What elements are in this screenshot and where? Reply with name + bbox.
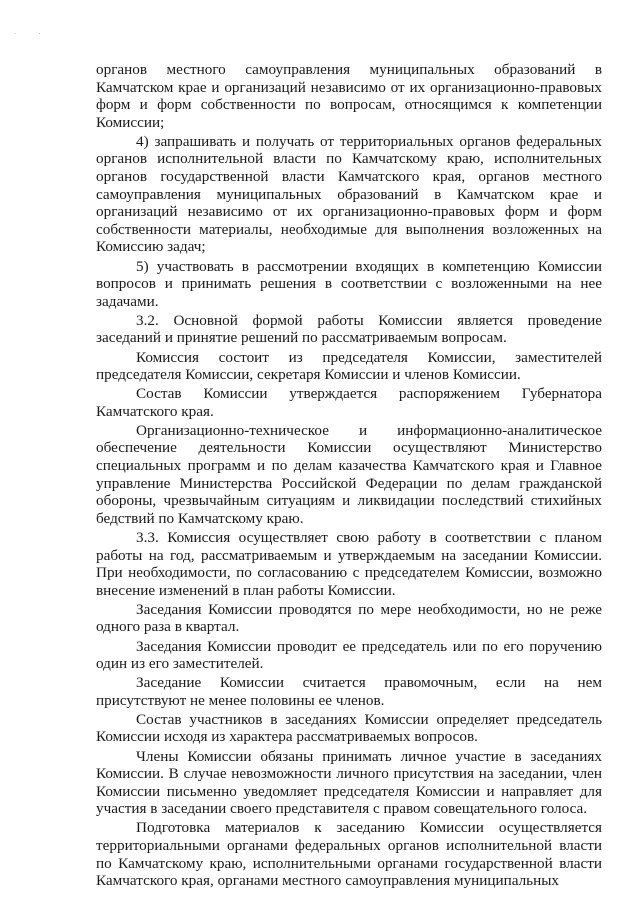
paragraph-item-4: 4) запрашивать и получать от территориальных органов федеральных органов исполнительной власти по Камчатскому краю, исполнительных органов государственной власти Камчатского края, органов местного самоуправления муниципальных образований в Камчатском крае и организаций независимо от их организационно-правовых форм и форм собственности материалы, необходимые для выполнения возложенных на Комиссию задач;	[96, 132, 602, 256]
paragraph-approval: Состав Комиссии утверждается распоряжением Губернатора Камчатского края.	[96, 385, 602, 420]
paragraph-quorum: Заседание Комиссии считается правомочным, если на нем присутствуют не менее половины ее членов.	[96, 674, 602, 709]
paragraph-continuation: органов местного самоуправления муниципальных образований в Камчатском крае и организаций независимо от их организационно-правовых форм и форм собственности по вопросам, относящимся к компетенции Комиссии;	[96, 61, 602, 131]
paragraph-materials: Подготовка материалов к заседанию Комиссии осуществляется территориальными органами федеральных органов исполнительной власти по Камчатскому краю, исполнительными органами государственной власти Камчатского края, органами местного самоуправления муниципальных	[96, 819, 602, 890]
scan-artifact-marks: · ·	[14, 30, 51, 38]
paragraph-meeting-chair: Заседания Комиссии проводит ее председатель или по его поручению один из его заместителей.	[96, 637, 602, 673]
paragraph-participants: Состав участников в заседаниях Комиссии определяет председатель Комиссии исходя из характера рассматриваемых вопросов.	[96, 710, 602, 746]
paragraph-3-3: 3.3. Комиссия осуществляет свою работу в соответствии с планом работы на год, рассматриваемым и утверждаемым на заседании Комиссии. При необходимости, по согласованию с председателем Комиссии, возможно внесение изменений в план работы Комиссии.	[96, 528, 602, 599]
paragraph-item-5: 5) участвовать в рассмотрении входящих в компетенцию Комиссии вопросов и принимать решения в соответствии с возложенными на нее задачами.	[96, 257, 602, 310]
paragraph-member-duties: Члены Комиссии обязаны принимать личное участие в заседаниях Комиссии. В случае невозможности личного присутствия на заседании, член Комиссии письменно уведомляет председателя Комиссии и направляет для участия в заседании своего представителя с правом совещательного голоса.	[96, 747, 602, 818]
paragraph-composition: Комиссия состоит из председателя Комиссии, заместителей председателя Комиссии, секретаря Комиссии и членов Комиссии.	[96, 348, 602, 384]
document-body	[96, 61, 602, 891]
paragraph-support: Организационно-техническое и информационно-аналитическое обеспечение деятельности Комиссии осуществляют Министерство специальных программ и по делам казачества Камчатского края и Главное управление Министерства Российской Федерации по делам гражданской обороны, чрезвычайным ситуациям и ликвидации последствий стихийных бедствий по Камчатскому краю.	[96, 421, 602, 527]
paragraph-meeting-frequency: Заседания Комиссии проводятся по мере необходимости, но не реже одного раза в квартал.	[96, 600, 602, 636]
paragraph-3-2: 3.2. Основной формой работы Комиссии является проведение заседаний и принятие решений по рассматриваемым вопросам.	[96, 311, 602, 347]
